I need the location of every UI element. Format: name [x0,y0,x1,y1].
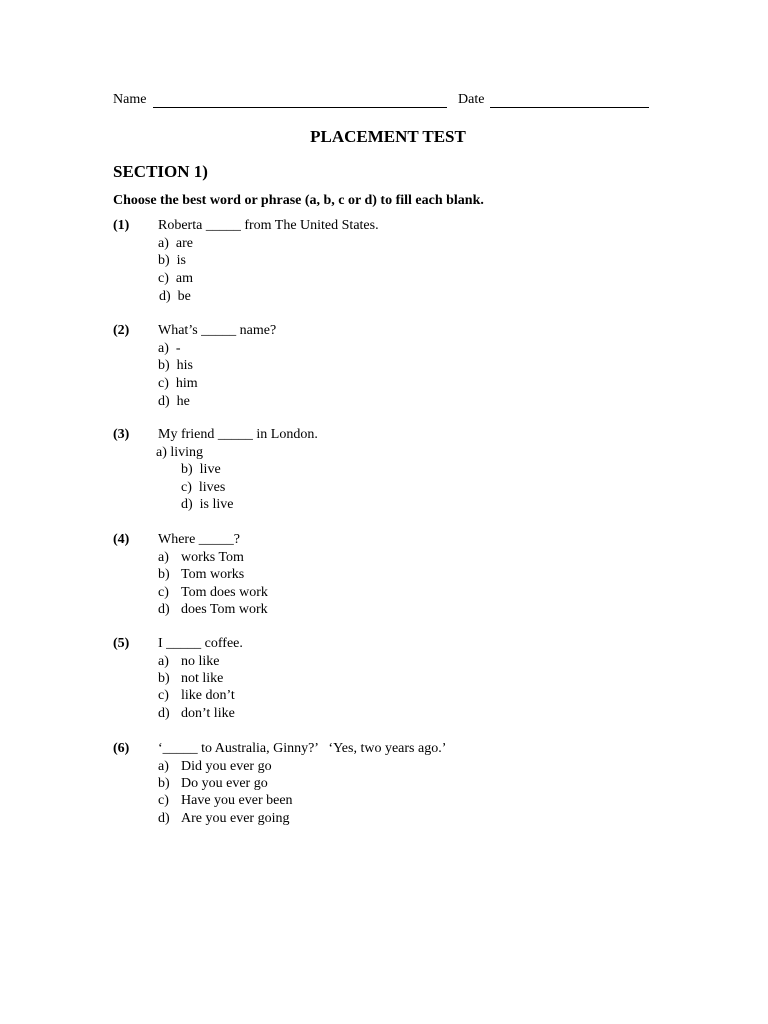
question-number: (3) [113,427,130,442]
option-d[interactable]: d) Are you ever going [158,811,290,826]
option-c[interactable]: c) am [158,271,193,286]
option-d[interactable]: d) is live [181,497,234,512]
question-number: (5) [113,636,130,651]
option-a[interactable]: a) living [156,445,204,460]
question-number: (2) [113,323,130,338]
option-c[interactable]: c) Have you ever been [158,793,293,808]
option-c[interactable]: c) like don’t [158,688,235,703]
question-stem: What’s _____ name? [158,323,277,338]
section-title: SECTION 1) [113,162,208,181]
option-b[interactable]: b) live [181,462,221,477]
question-stem: I _____ coffee. [158,636,243,651]
option-a[interactable]: a) are [158,236,193,251]
option-d[interactable]: d) does Tom work [158,602,268,617]
question-number: (1) [113,218,130,233]
question-stem: Where _____? [158,532,241,547]
option-a[interactable]: a) works Tom [158,550,244,565]
option-d[interactable]: d) he [158,394,190,409]
option-c[interactable]: c) Tom does work [158,585,268,600]
option-c[interactable]: c) lives [181,480,226,495]
option-b[interactable]: b) his [158,358,194,373]
question-stem: ‘_____ to Australia, Ginny?’ ‘Yes, two years ago.’ [158,741,447,756]
option-b[interactable]: b) Do you ever go [158,776,268,791]
option-b[interactable]: b) Tom works [158,567,245,582]
option-b[interactable]: b) not like [158,671,224,686]
option-d[interactable]: d) be [159,289,191,304]
option-c[interactable]: c) him [158,376,198,391]
option-a[interactable]: a) - [158,341,181,356]
name-field[interactable] [153,107,447,108]
option-a[interactable]: a) Did you ever go [158,759,272,774]
question-stem: My friend _____ in London. [158,427,318,442]
date-label: Date [458,92,485,107]
option-b[interactable]: b) is [158,253,187,268]
page-title: PLACEMENT TEST [310,127,466,146]
name-date-line [113,92,673,112]
question-number: (6) [113,741,130,756]
question-number: (4) [113,532,130,547]
date-field[interactable] [490,107,649,108]
option-a[interactable]: a) no like [158,654,220,669]
question-stem: Roberta _____ from The United States. [158,218,379,233]
name-label: Name [113,92,147,107]
instruction-text: Choose the best word or phrase (a, b, c or d) to fill each blank. [113,193,484,208]
option-d[interactable]: d) don’t like [158,706,235,721]
